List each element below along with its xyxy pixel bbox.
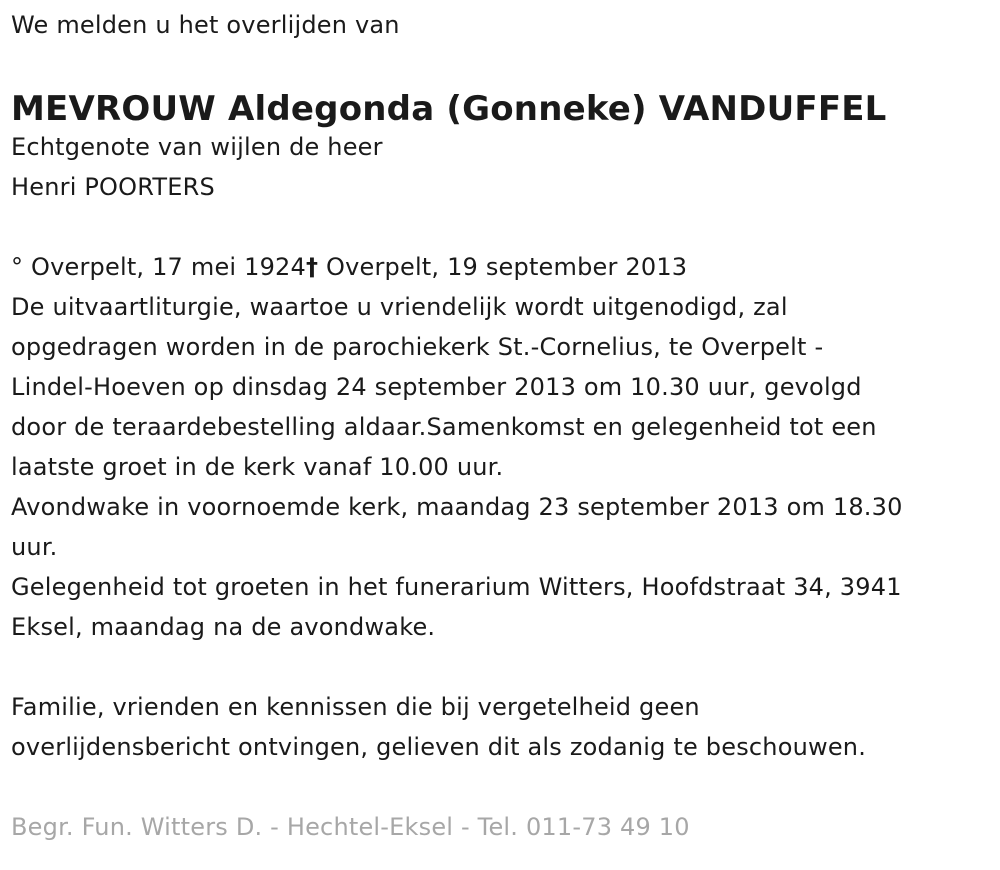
spacer: [11, 647, 996, 687]
death-notice: [11, 0, 996, 847]
body-line: Gelegenheid tot groeten in het funerarium Witters, Hoofdstraat 34, 3941: [11, 573, 902, 601]
body-line: door de teraardebestelling aldaar.Samenkomst en gelegenheid tot een: [11, 413, 877, 441]
funeral-home-footer: Begr. Fun. Witters D. - Hechtel-Eksel - Tel. 011-73 49 10: [11, 813, 690, 841]
deceased-name: MEVROUW Aldegonda (Gonneke) VANDUFFEL: [11, 89, 887, 129]
spouse-line-1: Echtgenote van wijlen de heer: [11, 133, 383, 161]
body-line: opgedragen worden in de parochiekerk St.-Cornelius, te Overpelt -: [11, 333, 824, 361]
cross-icon: †: [305, 253, 319, 281]
body-line: Lindel-Hoeven op dinsdag 24 september 2013 om 10.30 uur, gevolgd: [11, 373, 862, 401]
body-line: De uitvaartliturgie, waartoe u vriendelijk wordt uitgenodigd, zal: [11, 293, 788, 321]
birth-date: ° Overpelt, 17 mei 1924: [11, 253, 306, 281]
body-line: Eksel, maandag na de avondwake.: [11, 613, 436, 641]
spouse-line-2: Henri POORTERS: [11, 173, 215, 201]
intro-text: We melden u het overlijden van: [11, 11, 400, 39]
death-date: Overpelt, 19 september 2013: [318, 253, 688, 281]
closing-line: Familie, vrienden en kennissen die bij vergetelheid geen: [11, 693, 700, 721]
body-line: uur.: [11, 533, 58, 561]
body-line: laatste groet in de kerk vanaf 10.00 uur.: [11, 453, 504, 481]
closing-line: overlijdensbericht ontvingen, gelieven dit als zodanig te beschouwen.: [11, 733, 867, 761]
birth-death-dates: [11, 247, 996, 287]
body-line: Avondwake in voornoemde kerk, maandag 23 september 2013 om 18.30: [11, 493, 903, 521]
spacer: [11, 207, 996, 247]
